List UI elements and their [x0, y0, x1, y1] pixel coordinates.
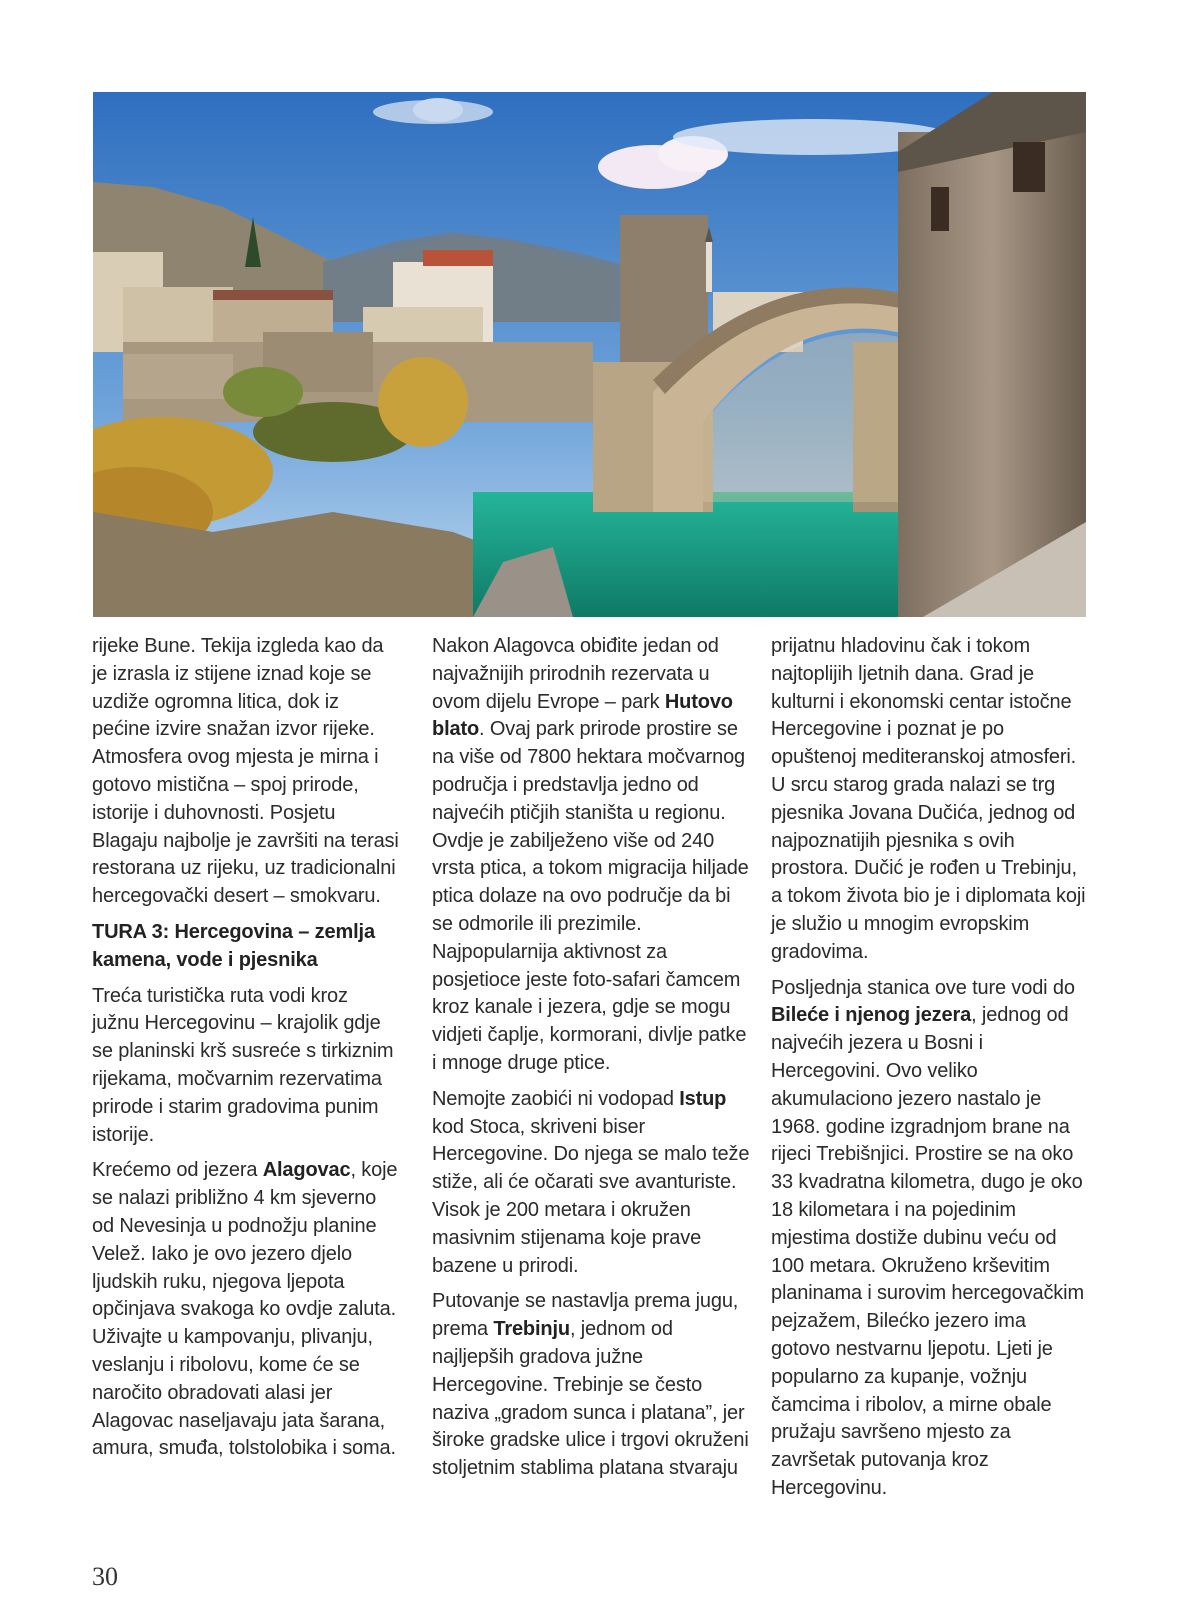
place-name-bold: Istup [679, 1087, 727, 1110]
paragraph [92, 1157, 400, 1463]
text-run: Nakon Alagovca obiđite jedan od najvažnijih prirodnih rezervata u ovom dijelu Evrope – park [432, 635, 719, 713]
paragraph: prijatnu hladovinu čak i tokom najtoplijih ljetnih dana. Grad je kulturni i ekonomski centar istočne Hercegovine i poznat je po opuštenoj mediteranskoj atmosferi. U srcu starog grada nalazi se trg pjesnika Jovana Dučića, jednog od najpoznatijih pjesnika s ovih prostora. Dučić je rođen u Trebinju, a tokom života bio je i diplomata koji je služio u mnogim evropskim gradovima. [771, 635, 1086, 963]
tower-window [1013, 142, 1045, 192]
trees [223, 367, 303, 417]
photo-illustration [93, 92, 1086, 617]
text-run: . Ovaj park prirode prostire se na više od 7800 hektara močvarnog područja i predstavlja jedno od najvećih ptičjih staništa u regionu. Ovdje je zabilježeno više od 240 vrsta ptica, a tokom migracija hiljade ptica dolaze na ovo područje da bi se odmorile ili prezimile. Najpopularnija aktivnost za posjetioce jeste foto-safari čamcem kroz kanale i jezera, gdje se mogu vidjeti čaplje, kormorani, divlje patke i mnoge druge ptice. [432, 718, 749, 1074]
text-run: , jednom od najljepših gradova južne Hercegovine. Trebinje se često naziva „gradom sunca i platana”, jer široke gradske ulice i trgovi okruženi stoljetnim stablima platana stvaraju [432, 1318, 749, 1480]
cloud [413, 98, 463, 122]
text-column-1 [92, 633, 400, 1471]
page-number: 30 [92, 1562, 118, 1591]
paragraph [432, 1086, 750, 1281]
tower-window [931, 187, 949, 231]
place-name-bold: Bileće i njenog jezera [771, 1004, 972, 1027]
text-run: , koje se nalazi približno 4 km sjeverno od Nevesinja u podnožju planine Velež. Iako je ovo jezero djelo ljudskih ruku, njegova ljepota opčinjava svakoga ko ovdje zaluta. Uživajte u kampovanju, plivanju, veslanju i ribolovu, kome će se naročito obradovati alasi jer Alagovac naseljavaju jata šarana, amura, smuđa, tolstolobika i soma. [92, 1159, 398, 1460]
stone-house [123, 354, 233, 399]
paragraph [432, 633, 750, 1078]
paragraph [771, 975, 1089, 1503]
place-name-bold: Alagovac [262, 1159, 351, 1182]
text-run: Posljednja stanica ove ture vodi do [771, 976, 1075, 999]
mostar-bridge-photo [93, 92, 1086, 617]
minaret [706, 242, 712, 292]
building [423, 250, 493, 266]
text-run: Krećemo od jezera [92, 1159, 263, 1182]
text-column-3 [771, 633, 1089, 1511]
paragraph: rijeke Bune. Tekija izgleda kao da je izrasla iz stijene iznad koje se uzdiže ogromna litica, dok iz pećine izvire snažan izvor rijeke. Atmosfera ovog mjesta je mirna i gotovo mistična – spoj prirode, istorije i duhovnosti. Posjetu Blagaju najbolje je završiti na terasi restorana uz rijeku, uz tradicionalni hercegovački desert – smokvaru. [92, 635, 399, 908]
place-name-bold: Hutovo blato [432, 690, 733, 741]
section-heading: TURA 3: Hercegovina – zemlja kamena, vode i pjesnika [92, 920, 375, 971]
text-run: Nemojte zaobići ni vodopad [432, 1087, 680, 1110]
roof [213, 290, 333, 300]
text-run: Putovanje se nastavlja prema jugu, prema [432, 1290, 739, 1341]
text-column-2 [432, 633, 750, 1491]
text-run: kod Stoca, skriveni biser Hercegovine. Do njega se malo teže stiže, ali će očarati sve avanturiste. Visok je 200 metara i okružen masivnim stijenama koje prave bazene u prirodi. [432, 1115, 750, 1277]
paragraph: Treća turistička ruta vodi kroz južnu Hercegovinu – krajolik gdje se planinski krš susreće s tirkiznim rijekama, močvarnim rezervatima prirode i starim gradovima punim istorije. [92, 984, 394, 1146]
paragraph [432, 1288, 750, 1483]
place-name-bold: Trebinju [493, 1318, 570, 1341]
trees [378, 357, 468, 447]
text-run: , jednog od najvećih jezera u Bosni i Hercegovini. Ovo veliko akumulaciono jezero nastalo je 1968. godine izgradnjom brane na rijeci Trebišnjici. Prostire se na oko 33 kvadratna kilometra, dugo je oko 18 kilometara i na pojedinim mjestima dostiže dubinu veću od 100 metara. Okruženo krševitim planinama i surovim hercegovačkim pejzažem, Bilećko jezero ima gotovo nestvarnu ljepotu. Ljeti je popularno za kupanje, vožnju čamcima i ribolov, a mirne obale pružaju savršeno mjesto za završetak putovanja kroz Hercegovinu. [771, 1004, 1084, 1499]
